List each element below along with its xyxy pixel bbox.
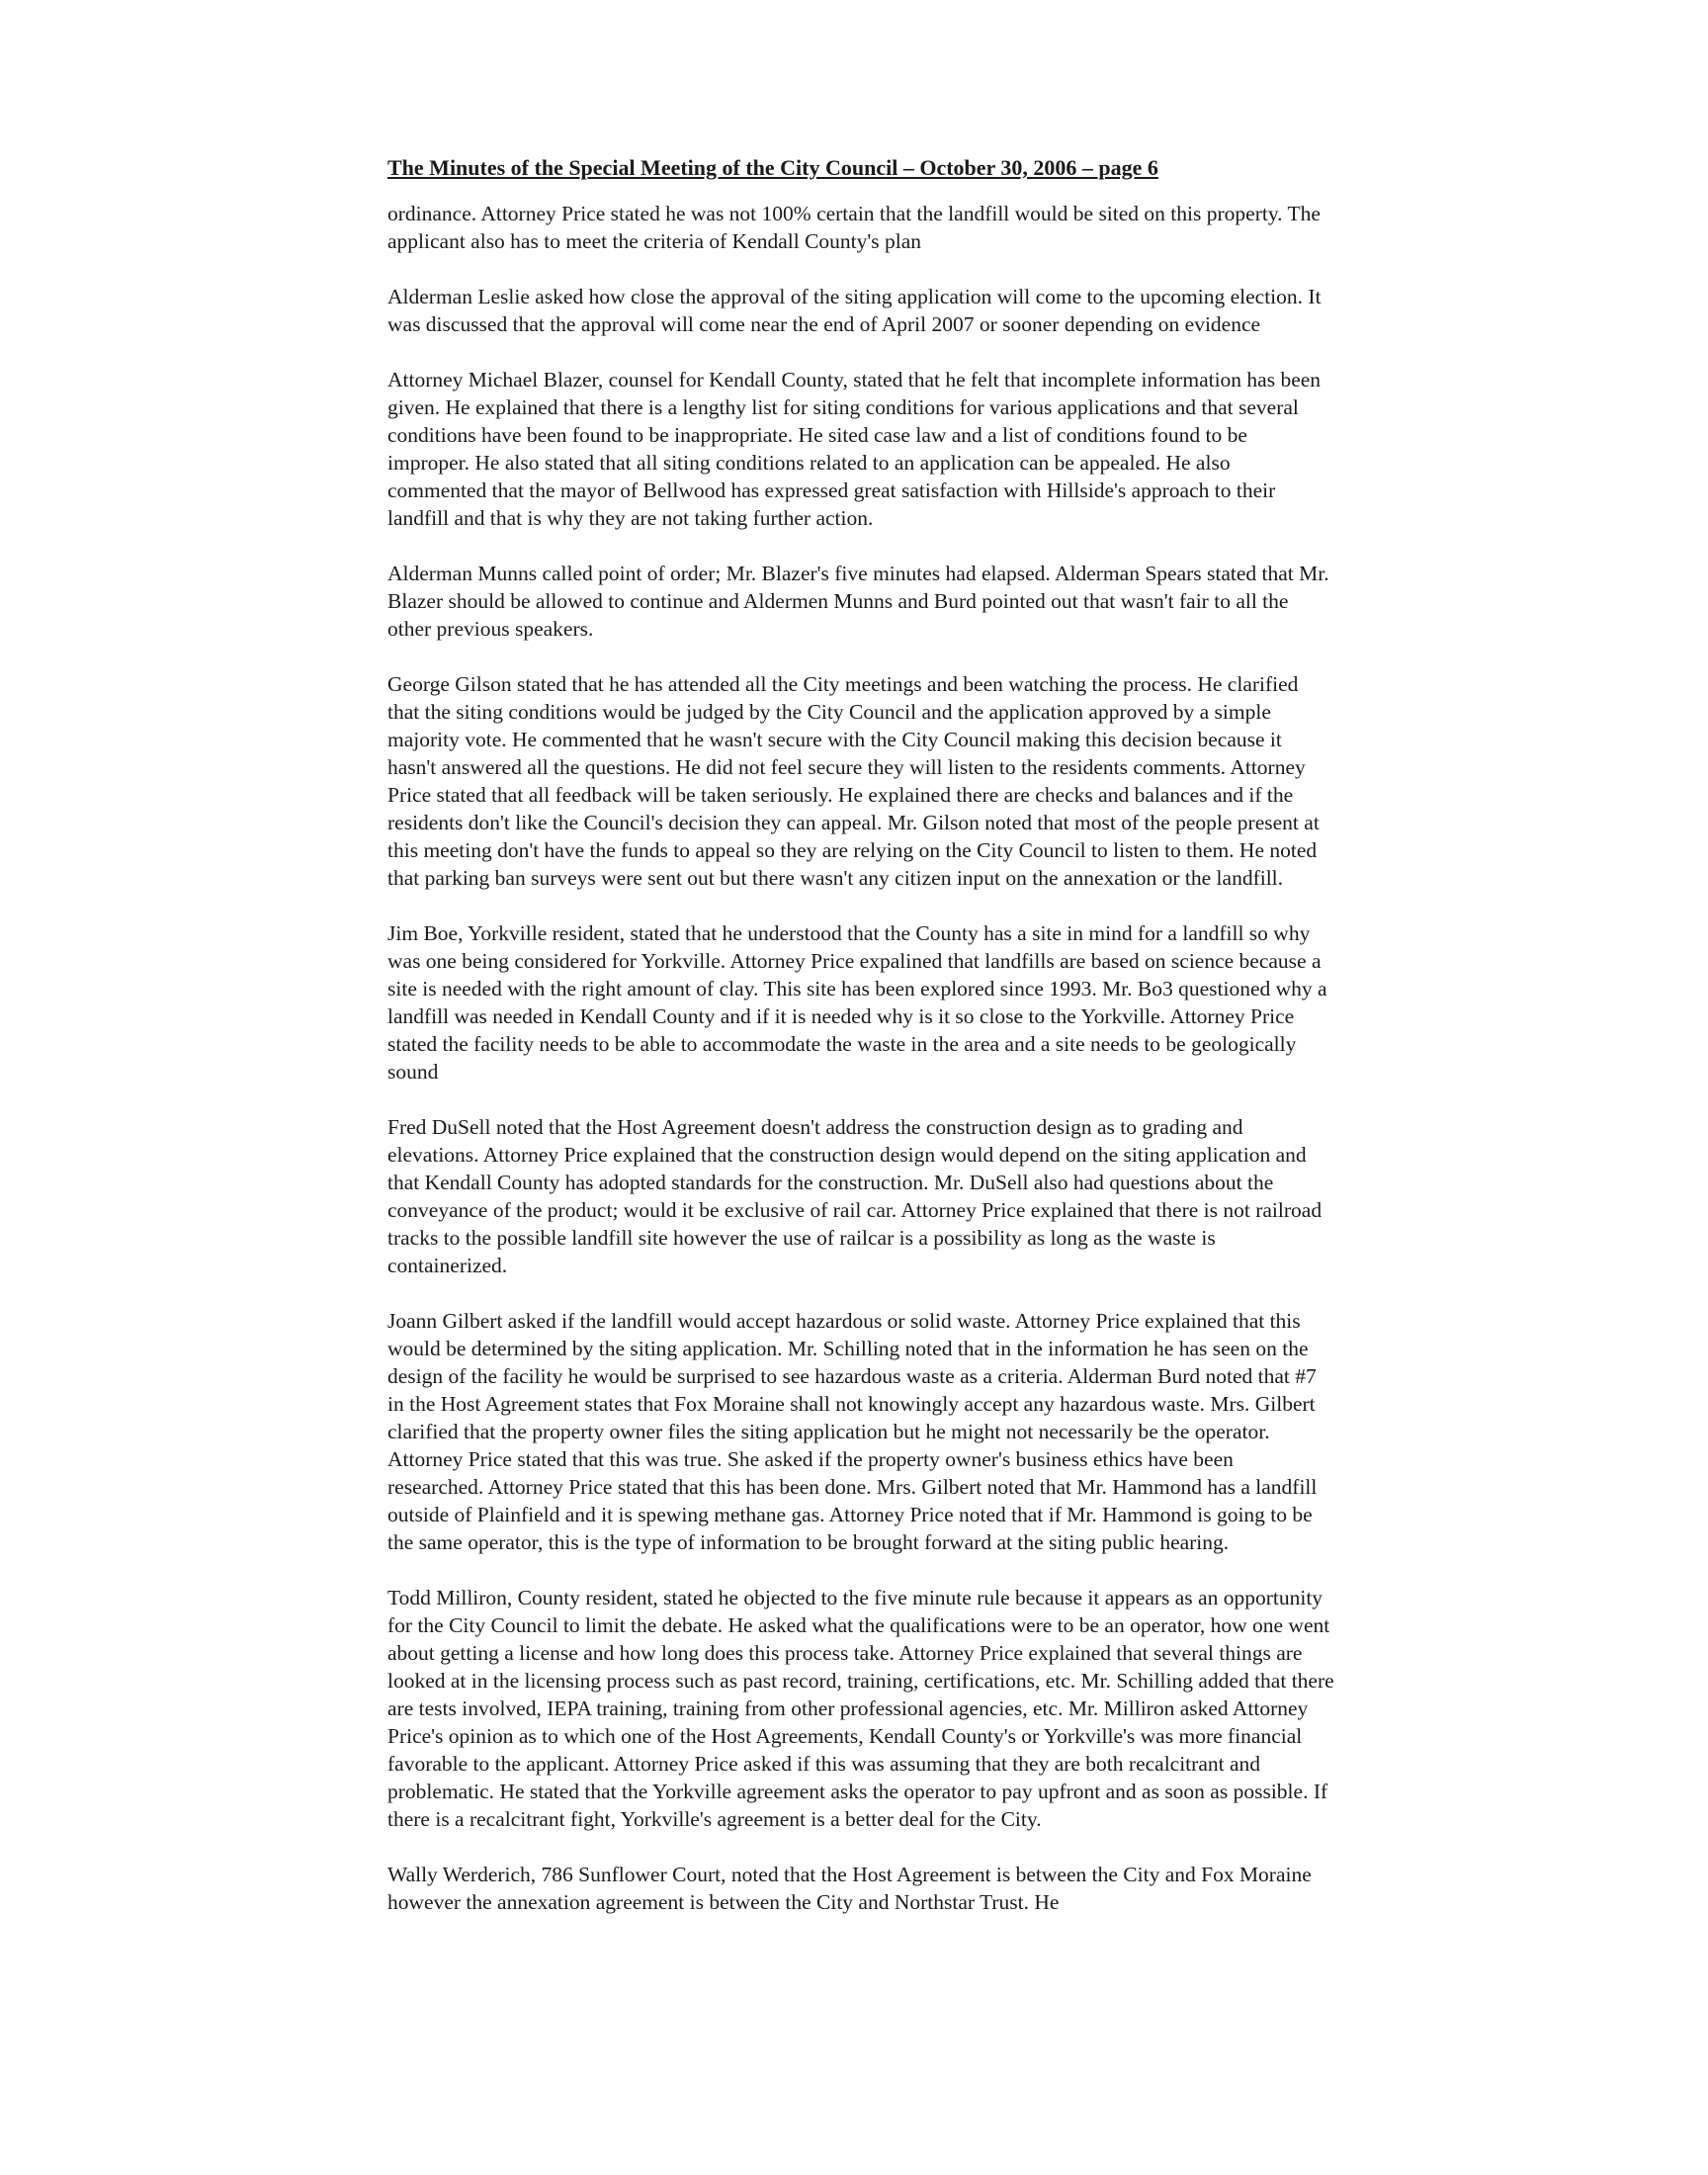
paragraph-ordinance: ordinance. Attorney Price stated he was not 100% certain that the landfill would be sited on this property. The applicant also has to meet the criteria of Kendall County's plan xyxy=(387,202,1321,253)
page-title: The Minutes of the Special Meeting of the City Council – October 30, 2006 – page 6 xyxy=(387,155,1158,180)
document-page xyxy=(387,154,1334,1944)
paragraph-jim-boe: Jim Boe, Yorkville resident, stated that he understood that the County has a site in mind for a landfill so why was one being considered for Yorkville. Attorney Price expalined that landfills are based on science because a site is needed with the right amount of clay. This site has been explored since 1993. Mr. Bo3 questioned why a landfill was needed in Kendall County and if it is needed why is it so close to the Yorkville. Attorney Price stated the facility needs to be able to accommodate the waste in the area and a site needs to be geologically sound xyxy=(387,921,1327,1084)
paragraph-todd-milliron: Todd Milliron, County resident, stated he objected to the five minute rule because it appears as an opportunity for the City Council to limit the debate. He asked what the qualifications were to be an operator, how one went about getting a license and how long does this process take. Attorney Price explained that several things are looked at in the licensing process such as past record, training, certifications, etc. Mr. Schilling added that there are tests involved, IEPA training, training from other professional agencies, etc. Mr. Milliron asked Attorney Price's opinion as to which one of the Host Agreements, Kendall County's or Yorkville's was more financial favorable to the applicant. Attorney Price asked if this was assuming that they are both recalcitrant and problematic. He stated that the Yorkville agreement asks the operator to pay upfront and as soon as possible. If there is a recalcitrant fight, Yorkville's agreement is a better deal for the City. xyxy=(387,1586,1334,1831)
paragraph-george-gilson: George Gilson stated that he has attended all the City meetings and been watching the process. He clarified that the siting conditions would be judged by the City Council and the application approved by a simple majority vote. He commented that he wasn't secure with the City Council making this decision because it hasn't answered all the questions. He did not feel secure they will listen to the residents comments. Attorney Price stated that all feedback will be taken seriously. He explained there are checks and balances and if the residents don't like the Council's decision they can appeal. Mr. Gilson noted that most of the people present at this meeting don't have the funds to appeal so they are relying on the City Council to listen to them. He noted that parking ban surveys were sent out but there wasn't any citizen input on the annexation or the landfill. xyxy=(387,672,1320,890)
paragraph-fred-dusell: Fred DuSell noted that the Host Agreement doesn't address the construction design as to grading and elevations. Attorney Price explained that the construction design would depend on the siting application and that Kendall County has adopted standards for the construction. Mr. DuSell also had questions about the conveyance of the product; would it be exclusive of rail car. Attorney Price explained that there is not railroad tracks to the possible landfill site however the use of railcar is a possibility as long as the waste is containerized. xyxy=(387,1115,1323,1277)
paragraph-point-of-order: Alderman Munns called point of order; Mr. Blazer's five minutes had elapsed. Alderman Spears stated that Mr. Blazer should be allowed to continue and Aldermen Munns and Burd pointed out that wasn't fair to all the other previous speakers. xyxy=(387,562,1329,641)
paragraph-attorney-blazer: Attorney Michael Blazer, counsel for Kendall County, stated that he felt that incomplete information has been given. He explained that there is a lengthy list for siting conditions for various applications and that several conditions have been found to be inappropriate. He sited case law and a list of conditions found to be improper. He also stated that all siting conditions related to an application can be appealed. He also commented that the mayor of Bellwood has expressed great satisfaction with Hillside's approach to their landfill and that is why they are not taking further action. xyxy=(387,368,1322,530)
paragraph-wally-werderich: Wally Werderich, 786 Sunflower Court, noted that the Host Agreement is between the City and Fox Moraine however the annexation agreement is between the City and Northstar Trust. He xyxy=(387,1863,1312,1914)
paragraph-alderman-leslie: Alderman Leslie asked how close the approval of the siting application will come to the upcoming election. It was discussed that the approval will come near the end of April 2007 or sooner depending on evidence xyxy=(387,285,1322,336)
paragraph-joann-gilbert: Joann Gilbert asked if the landfill would accept hazardous or solid waste. Attorney Price explained that this would be determined by the siting application. Mr. Schilling noted that in the information he has seen on the design of the facility he would be surprised to see hazardous waste as a criteria. Alderman Burd noted that #7 in the Host Agreement states that Fox Moraine shall not knowingly accept any hazardous waste. Mrs. Gilbert clarified that the property owner files the siting application but he might not necessarily be the operator. Attorney Price stated that this was true. She asked if the property owner's business ethics have been researched. Attorney Price stated that this has been done. Mrs. Gilbert noted that Mr. Hammond has a landfill outside of Plainfield and it is spewing methane gas. Attorney Price noted that if Mr. Hammond is going to be the same operator, this is the type of information to be brought forward at the siting public hearing. xyxy=(387,1309,1318,1554)
